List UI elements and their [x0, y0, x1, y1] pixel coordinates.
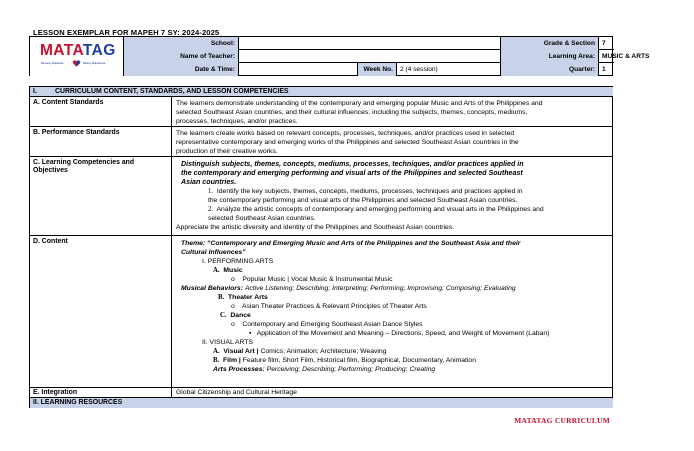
- content-standards-label: A. Content Standards: [30, 97, 172, 126]
- teacher-label: Name of Teacher:: [124, 50, 239, 63]
- week-label: Week No.: [358, 63, 397, 76]
- appreciation-objective: Appreciate the artistic diversity and identity of the Philippines and Southeast Asian countries.: [176, 224, 455, 231]
- learning-area-field[interactable]: MUSIC & ARTS: [602, 53, 650, 60]
- logo-wordmark: MATATAG: [40, 42, 116, 59]
- content-theme: Theme: “Contemporary and Emerging Music and Arts of the Philippines and the Southeast Asia and their: [181, 240, 521, 247]
- content-label: D. Content: [30, 236, 172, 387]
- competencies-label: C. Learning Competencies and Objectives: [30, 157, 172, 235]
- visual-arts-heading: II. VISUAL ARTS: [202, 339, 253, 346]
- music-heading: A. Music: [213, 267, 243, 274]
- school-field[interactable]: [239, 37, 501, 50]
- dance-item: o Contemporary and Emerging Southeast Asian Dance Styles: [231, 321, 423, 328]
- dance-subitem: ▪ Application of the Movement and Meaning – Directions, Speed, and Weight of Movement (Laban): [249, 330, 550, 337]
- header-row-school: [124, 37, 614, 50]
- lesson-content-table: [29, 86, 613, 408]
- objective-1: 1. Identify the key subjects, themes, concepts, mediums, processes, techniques and practices applied in: [208, 188, 523, 195]
- section-learning-resources-header: II. LEARNING RESOURCES: [30, 398, 613, 408]
- quarter-label: Quarter:: [501, 63, 599, 76]
- header-row-date: [124, 63, 614, 76]
- quarter-field[interactable]: 1: [602, 66, 606, 73]
- page-title: LESSON EXEMPLAR FOR MAPEH 7 SY: 2024-2025: [33, 28, 220, 37]
- music-item: o Popular Music | Vocal Music & Instrumental Music: [231, 276, 393, 283]
- section-curriculum-header: [30, 87, 613, 97]
- competencies-row: [30, 157, 613, 236]
- lesson-header-table: [29, 36, 650, 76]
- school-label: School:: [124, 37, 239, 50]
- learning-area-label: Learning Area:: [501, 50, 599, 63]
- teacher-field[interactable]: [239, 50, 501, 63]
- arts-processes: Arts Processes: Perceiving; Describing; Performing; Producing; Creating: [213, 366, 436, 373]
- visual-art-item: A. Visual Art | Comics; Animation; Architecture; Weaving: [213, 348, 387, 355]
- date-label: Date & Time:: [124, 63, 239, 76]
- theater-item: o Asian Theater Practices & Relevant Principles of Theater Arts: [231, 303, 427, 310]
- performance-standards-row: [30, 127, 613, 157]
- logo-tagline-right: Batang Makabansa: [83, 62, 106, 65]
- performance-standards-label: B. Performance Standards: [30, 127, 172, 156]
- grade-label: Grade & Section: [501, 37, 599, 50]
- objective-2: 2. Analyze the artistic concepts of contemporary and emerging performing and visual arts in the Philippines and: [208, 206, 544, 213]
- theater-heading: B. Theater Arts: [218, 294, 268, 301]
- section-title: CURRICULUM CONTENT, STANDARDS, AND LESSON COMPETENCIES: [55, 88, 289, 95]
- header-row-teacher: [124, 50, 650, 63]
- content-text: Theme: “Contemporary and Emerging Music and Arts of the Philippines and the Southeast Asia and their Cultural Influences” I. PERFORMING ARTS A. Music o Popular Music | Vocal Music & Instrumental Music Musical Behaviors: Active Listening; Describing; Interpreting; Performing; Improvising; Composing; Evaluating B. Theater Arts o Asian Theater Practices & Relevant Principles of Theater Arts C. Dance o Contemporary and Emerging Southeast Asian Dance Styles ▪ Application of the Movement and Meaning – Directions, Speed, and Weight of Movement (Laban) II. VISUAL ARTS A. Visual Art | Comics; Animation; Architecture; Weaving B. Film | Feature film, Short Film, Historical film, Biographical, Documentary, Animation Arts Processes: Perceiving; Describing; Performing; Producing; Creating: [172, 236, 613, 376]
- competencies-text: Distinguish subjects, themes, concepts, mediums, processes, techniques, and/or practices applied in the contemporary and emerging performing and visual arts of the Philippines and selected Southeast Asian countries. 1. Identify the key subjects, themes, concepts, mediums, processes, techniques and practices applied in the contemporary performing and visual arts of the Philippines and selected Southeast Asian countries. 2. Analyze the artistic concepts of contemporary and emerging performing and visual arts in the Philippines and selected Southeast Asian countries. Appreciate the artistic diversity and identity of the Philippines and Southeast Asian countries.: [172, 157, 613, 234]
- performance-standards-text: The learners create works based on relevant concepts, processes, techniques, and/or practices used in selected representative contemporary and emerging works of the Philippines and selected Southeast Asian countries in the production of their creative works.: [176, 130, 519, 155]
- grade-field[interactable]: 7: [602, 40, 606, 47]
- performing-arts-heading: I. PERFORMING ARTS: [202, 258, 274, 265]
- date-field[interactable]: [239, 63, 358, 76]
- musical-behaviors: Musical Behaviors: Active Listening; Describing; Interpreting; Performing; Improvising; Composing; Evaluating: [181, 285, 516, 292]
- integration-row: [30, 388, 613, 398]
- integration-text: Global Citizenship and Cultural Heritage: [176, 389, 297, 396]
- content-standards-row: [30, 97, 613, 127]
- content-row: [30, 236, 613, 388]
- section-number: I.: [33, 88, 37, 95]
- content-standards-text: The learners demonstrate understanding of the contemporary and emerging popular Music and Arts of the Philippines and selected Southeast Asian countries, and their cultural influences, including the subjects, themes, concepts, mediums, processes, techniques, and/or practices.: [176, 100, 543, 125]
- week-field[interactable]: 2 (4 session): [397, 63, 501, 76]
- integration-label: E. Integration: [30, 388, 172, 397]
- dance-heading: C. Dance: [220, 312, 251, 319]
- footer-curriculum-label: MATATAG CURRICULUM: [514, 416, 610, 425]
- film-item: B. Film | Feature film, Short Film, Historical film, Biographical, Documentary, Animation: [213, 357, 476, 364]
- logo-heart-icon: [72, 60, 81, 67]
- logo-tagline-left: Bansang Makabata: [41, 62, 64, 65]
- matatag-logo: [30, 37, 124, 76]
